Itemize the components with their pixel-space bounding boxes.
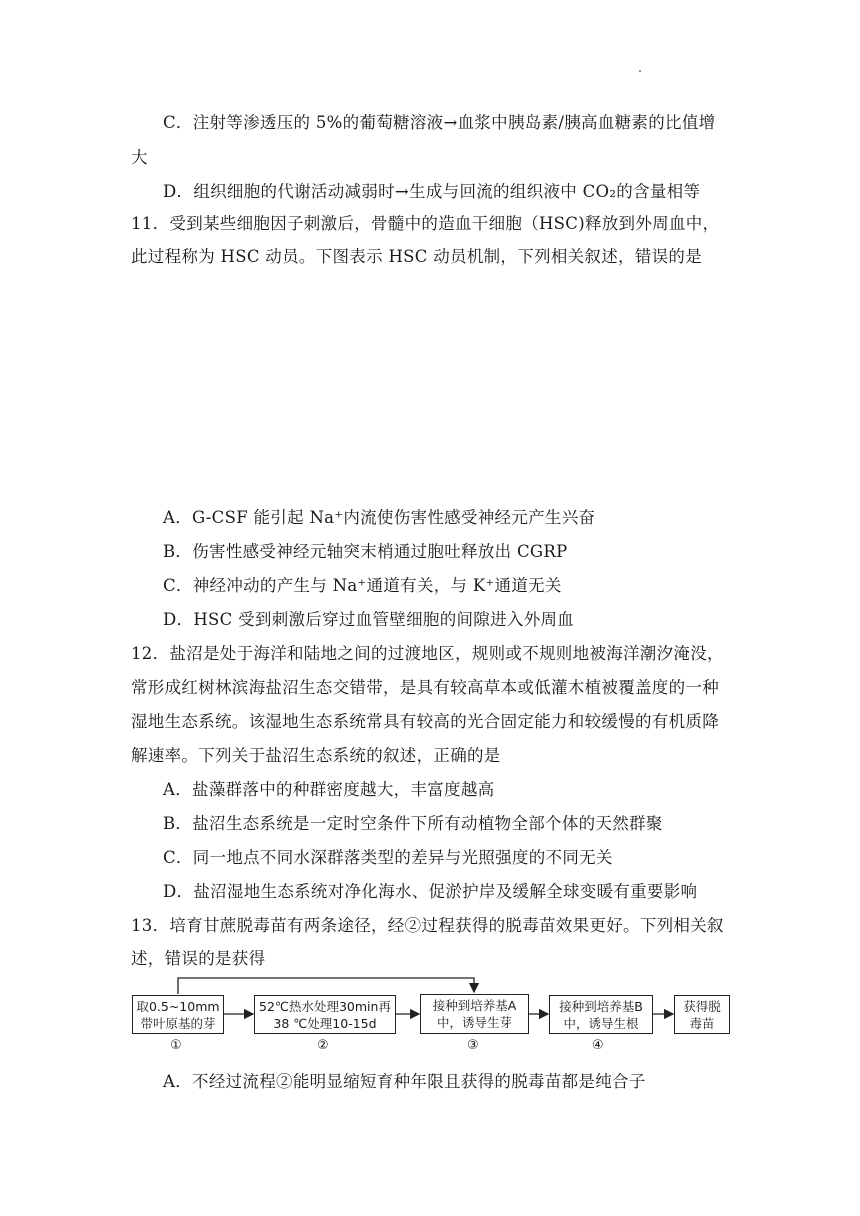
q10-option-c-line2: 大 — [131, 148, 148, 167]
flow-box-2-line1: 52℃热水处理30min再 — [259, 998, 391, 1014]
bypass-arrow — [178, 978, 474, 994]
flow-label-4: ④ — [592, 1038, 604, 1053]
q11-option-d: D．HSC 受到刺激后穿过血管壁细胞的间隙进入外周血 — [163, 610, 575, 629]
q10-option-c-line1: C．注射等渗透压的 5%的葡萄糖溶液→血浆中胰岛素/胰高血糖素的比值增 — [163, 113, 716, 132]
q12-stem-line2: 常形成红树林滨海盐沼生态交错带，是具有较高草本或低灌木植被覆盖度的一种 — [131, 678, 719, 697]
flow-label-1: ① — [170, 1038, 182, 1053]
flow-box-4-line1: 接种到培养基B — [559, 998, 643, 1014]
q13-option-a: A．不经过流程②能明显缩短育种年限且获得的脱毒苗都是纯合子 — [163, 1072, 646, 1091]
flow-box-1-line2: 带叶原基的芽 — [140, 1015, 216, 1031]
q12-option-c: C．同一地点不同水深群落类型的差异与光照强度的不同无关 — [163, 848, 613, 867]
q13-stem-line2: 述，错误的是获得 — [131, 949, 266, 968]
flow-box-3 — [420, 994, 529, 1034]
flow-box-5 — [674, 995, 730, 1034]
flow-box-2-line2: 38 ℃处理10-15d — [273, 1015, 377, 1031]
q11-option-b: B．伤害性感受神经元轴突末梢通过胞吐释放出 CGRP — [163, 542, 568, 561]
q12-stem-line3: 湿地生态系统。该湿地生态系统常具有较高的光合固定能力和较缓慢的有机质降 — [131, 712, 719, 731]
flow-box-1-line1: 取0.5~10mm — [136, 998, 220, 1014]
q10-option-d: D．组织细胞的代谢活动减弱时→生成与回流的组织液中 CO₂的含量相等 — [163, 182, 701, 201]
q12-option-b: B．盐沼生态系统是一定时空条件下所有动植物全部个体的天然群聚 — [163, 814, 663, 833]
q11-stem-line2: 此过程称为 HSC 动员。下图表示 HSC 动员机制，下列相关叙述，错误的是 — [131, 247, 703, 266]
q11-option-c: C．神经冲动的产生与 Na⁺通道有关，与 K⁺通道无关 — [163, 576, 562, 595]
flow-box-5-line1: 获得脱 — [683, 998, 721, 1014]
flow-box-4-line2: 中，诱导生根 — [563, 1015, 639, 1031]
q12-stem-line1: 12．盐沼是处于海洋和陆地之间的过渡地区，规则或不规则地被海洋潮汐淹没， — [131, 644, 724, 663]
q12-stem-line4: 解速率。下列关于盐沼生态系统的叙述，正确的是 — [131, 746, 501, 765]
q12-option-d: D．盐沼湿地生态系统对净化海水、促淤护岸及缓解全球变暖有重要影响 — [163, 882, 698, 901]
flow-box-5-line2: 毒苗 — [689, 1015, 715, 1031]
flow-label-3: ③ — [467, 1038, 479, 1053]
q11-stem-line1: 11．受到某些细胞因子刺激后，骨髓中的造血干细胞（HSC)释放到外周血中， — [131, 214, 720, 233]
flow-box-2 — [254, 995, 396, 1034]
flow-box-3-line1: 接种到培养基A — [432, 998, 517, 1013]
flow-box-4 — [549, 995, 653, 1034]
flow-box-3-line2: 中，诱导生芽 — [436, 1015, 512, 1030]
q13-stem-line1: 13．培育甘蔗脱毒苗有两条途径，经②过程获得的脱毒苗效果更好。下列相关叙 — [131, 916, 724, 935]
flow-label-2: ② — [317, 1038, 329, 1053]
q12-option-a: A．盐藻群落中的种群密度越大，丰富度越高 — [163, 780, 495, 799]
q11-option-a: A．G-CSF 能引起 Na⁺内流使伤害性感受神经元产生兴奋 — [163, 508, 596, 527]
flow-box-1 — [132, 995, 224, 1034]
